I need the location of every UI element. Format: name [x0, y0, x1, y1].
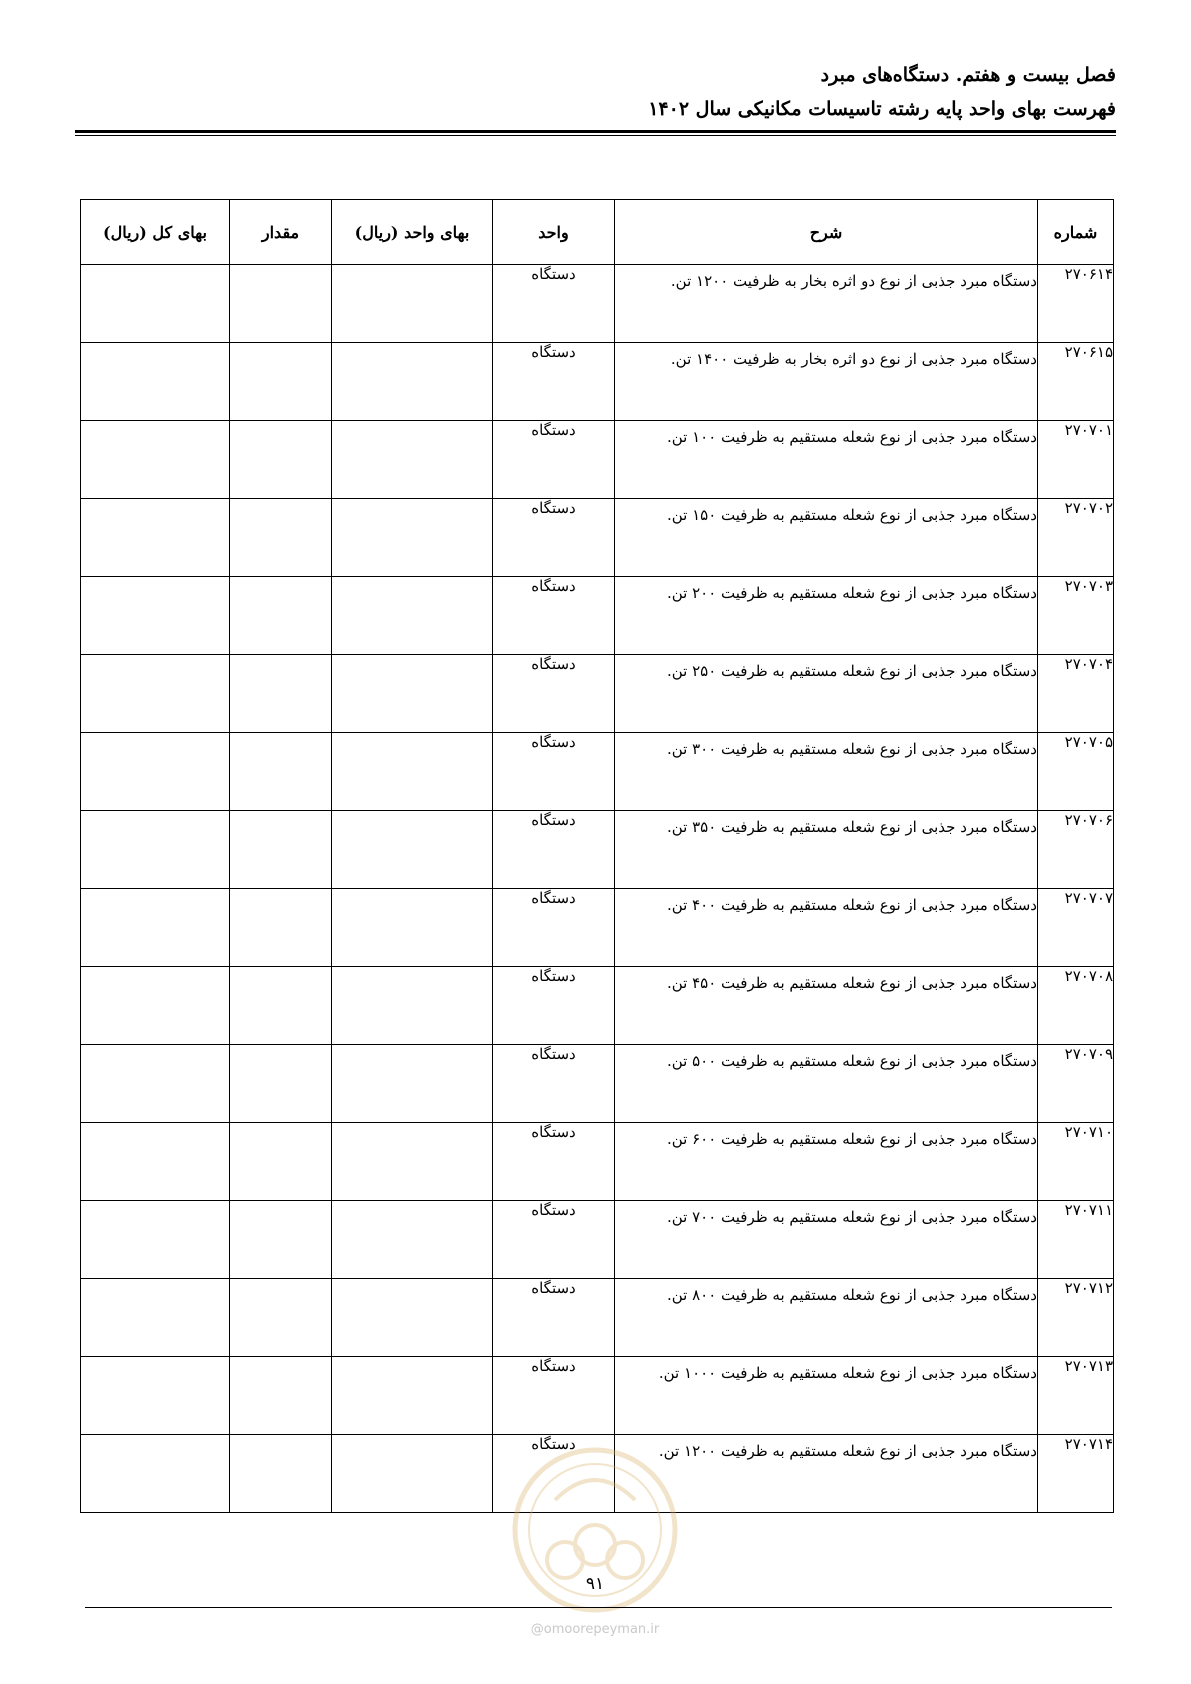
item-number-cell: ۲۷۰۶۱۴: [1038, 265, 1114, 343]
item-description-cell: دستگاه مبرد جذبی از نوع دو اثره بخار به ظرفیت ۱۴۰۰ تن.: [615, 343, 1038, 421]
item-number-cell: ۲۷۰۷۰۸: [1038, 967, 1114, 1045]
table-row: [81, 1435, 1114, 1513]
page-header: [76, 58, 1116, 126]
item-total-price-cell: [81, 1123, 230, 1201]
item-total-price-cell: [81, 967, 230, 1045]
item-number-cell: ۲۷۰۷۱۴: [1038, 1435, 1114, 1513]
item-unit-price-cell: [332, 265, 493, 343]
item-total-price-cell: [81, 889, 230, 967]
item-description-cell: دستگاه مبرد جذبی از نوع شعله مستقیم به ظرفیت ۱۵۰ تن.: [615, 499, 1038, 577]
item-description-cell: دستگاه مبرد جذبی از نوع شعله مستقیم به ظرفیت ۲۰۰ تن.: [615, 577, 1038, 655]
table-row: [81, 343, 1114, 421]
item-number-cell: ۲۷۰۷۰۹: [1038, 1045, 1114, 1123]
item-description-cell: دستگاه مبرد جذبی از نوع شعله مستقیم به ظرفیت ۱۰۰۰ تن.: [615, 1357, 1038, 1435]
table-header-row: [81, 200, 1114, 265]
table-row: [81, 811, 1114, 889]
item-description-cell: دستگاه مبرد جذبی از نوع شعله مستقیم به ظرفیت ۸۰۰ تن.: [615, 1279, 1038, 1357]
item-quantity-cell: [230, 655, 332, 733]
table-body: [81, 265, 1114, 1513]
footer-divider: [85, 1607, 1112, 1608]
item-description-cell: دستگاه مبرد جذبی از نوع شعله مستقیم به ظرفیت ۵۰۰ تن.: [615, 1045, 1038, 1123]
item-unit-cell: دستگاه: [493, 421, 615, 499]
item-unit-cell: دستگاه: [493, 265, 615, 343]
item-unit-cell: دستگاه: [493, 733, 615, 811]
item-number-cell: ۲۷۰۷۱۳: [1038, 1357, 1114, 1435]
item-unit-cell: دستگاه: [493, 1201, 615, 1279]
table-row: [81, 1123, 1114, 1201]
item-description-cell: دستگاه مبرد جذبی از نوع شعله مستقیم به ظرفیت ۳۵۰ تن.: [615, 811, 1038, 889]
item-total-price-cell: [81, 733, 230, 811]
item-number-cell: ۲۷۰۷۱۲: [1038, 1279, 1114, 1357]
item-description-cell: دستگاه مبرد جذبی از نوع شعله مستقیم به ظرفیت ۳۰۰ تن.: [615, 733, 1038, 811]
watermark-url: @omoorepeyman.ir: [530, 1622, 660, 1637]
item-description-cell: دستگاه مبرد جذبی از نوع شعله مستقیم به ظرفیت ۷۰۰ تن.: [615, 1201, 1038, 1279]
item-description-cell: دستگاه مبرد جذبی از نوع شعله مستقیم به ظرفیت ۶۰۰ تن.: [615, 1123, 1038, 1201]
item-description-cell: دستگاه مبرد جذبی از نوع شعله مستقیم به ظرفیت ۴۵۰ تن.: [615, 967, 1038, 1045]
item-quantity-cell: [230, 967, 332, 1045]
table-row: [81, 733, 1114, 811]
item-number-cell: ۲۷۰۶۱۵: [1038, 343, 1114, 421]
item-description-cell: دستگاه مبرد جذبی از نوع شعله مستقیم به ظرفیت ۲۵۰ تن.: [615, 655, 1038, 733]
item-quantity-cell: [230, 1045, 332, 1123]
item-unit-price-cell: [332, 421, 493, 499]
item-total-price-cell: [81, 811, 230, 889]
table-row: [81, 1201, 1114, 1279]
item-quantity-cell: [230, 499, 332, 577]
item-unit-price-cell: [332, 733, 493, 811]
column-header-total-price: بهای کل (ریال): [81, 200, 230, 265]
item-total-price-cell: [81, 499, 230, 577]
chapter-title: فصل بیست و هفتم. دستگاه‌های مبرد: [820, 64, 1116, 86]
table-row: [81, 265, 1114, 343]
column-header-number: شماره: [1038, 200, 1114, 265]
item-unit-cell: دستگاه: [493, 577, 615, 655]
item-number-cell: ۲۷۰۷۱۰: [1038, 1123, 1114, 1201]
table-row: [81, 1357, 1114, 1435]
item-description-cell: دستگاه مبرد جذبی از نوع دو اثره بخار به ظرفیت ۱۲۰۰ تن.: [615, 265, 1038, 343]
item-unit-cell: دستگاه: [493, 1123, 615, 1201]
item-unit-cell: دستگاه: [493, 889, 615, 967]
header-divider-thin: [75, 135, 1116, 136]
item-unit-cell: دستگاه: [493, 499, 615, 577]
item-number-cell: ۲۷۰۷۰۵: [1038, 733, 1114, 811]
column-header-unit-price: بهای واحد (ریال): [332, 200, 493, 265]
table-row: [81, 499, 1114, 577]
table-row: [81, 1045, 1114, 1123]
item-unit-price-cell: [332, 1045, 493, 1123]
item-unit-cell: دستگاه: [493, 1357, 615, 1435]
table-row: [81, 967, 1114, 1045]
column-header-unit: واحد: [493, 200, 615, 265]
item-number-cell: ۲۷۰۷۰۲: [1038, 499, 1114, 577]
item-total-price-cell: [81, 1357, 230, 1435]
item-quantity-cell: [230, 1435, 332, 1513]
table-row: [81, 1279, 1114, 1357]
item-number-cell: ۲۷۰۷۱۱: [1038, 1201, 1114, 1279]
item-number-cell: ۲۷۰۷۰۶: [1038, 811, 1114, 889]
item-total-price-cell: [81, 1045, 230, 1123]
item-unit-price-cell: [332, 1357, 493, 1435]
table-row: [81, 655, 1114, 733]
item-quantity-cell: [230, 733, 332, 811]
table-row: [81, 889, 1114, 967]
item-unit-price-cell: [332, 1201, 493, 1279]
item-total-price-cell: [81, 1435, 230, 1513]
header-divider-thick: [75, 130, 1116, 133]
item-quantity-cell: [230, 421, 332, 499]
item-unit-price-cell: [332, 889, 493, 967]
item-unit-cell: دستگاه: [493, 655, 615, 733]
item-description-cell: دستگاه مبرد جذبی از نوع شعله مستقیم به ظرفیت ۱۰۰ تن.: [615, 421, 1038, 499]
item-unit-cell: دستگاه: [493, 1045, 615, 1123]
item-quantity-cell: [230, 1357, 332, 1435]
item-total-price-cell: [81, 577, 230, 655]
column-header-description: شرح: [615, 200, 1038, 265]
item-total-price-cell: [81, 265, 230, 343]
item-total-price-cell: [81, 1279, 230, 1357]
column-header-quantity: مقدار: [230, 200, 332, 265]
table-row: [81, 577, 1114, 655]
item-unit-price-cell: [332, 577, 493, 655]
item-unit-price-cell: [332, 655, 493, 733]
item-unit-price-cell: [332, 343, 493, 421]
item-total-price-cell: [81, 421, 230, 499]
item-unit-cell: دستگاه: [493, 1435, 615, 1513]
item-total-price-cell: [81, 655, 230, 733]
item-quantity-cell: [230, 1279, 332, 1357]
item-unit-price-cell: [332, 811, 493, 889]
item-unit-price-cell: [332, 499, 493, 577]
item-number-cell: ۲۷۰۷۰۷: [1038, 889, 1114, 967]
item-quantity-cell: [230, 889, 332, 967]
item-unit-cell: دستگاه: [493, 811, 615, 889]
item-unit-cell: دستگاه: [493, 1279, 615, 1357]
page-number: ۹۱: [585, 1574, 605, 1594]
item-unit-cell: دستگاه: [493, 967, 615, 1045]
price-list-table: [80, 199, 1114, 1513]
item-quantity-cell: [230, 1123, 332, 1201]
item-number-cell: ۲۷۰۷۰۱: [1038, 421, 1114, 499]
item-total-price-cell: [81, 343, 230, 421]
item-quantity-cell: [230, 1201, 332, 1279]
item-unit-price-cell: [332, 1279, 493, 1357]
item-total-price-cell: [81, 1201, 230, 1279]
item-quantity-cell: [230, 811, 332, 889]
item-unit-price-cell: [332, 1435, 493, 1513]
item-quantity-cell: [230, 343, 332, 421]
item-unit-price-cell: [332, 967, 493, 1045]
item-number-cell: ۲۷۰۷۰۳: [1038, 577, 1114, 655]
table-row: [81, 421, 1114, 499]
item-quantity-cell: [230, 265, 332, 343]
item-unit-cell: دستگاه: [493, 343, 615, 421]
item-quantity-cell: [230, 577, 332, 655]
item-unit-price-cell: [332, 1123, 493, 1201]
item-description-cell: دستگاه مبرد جذبی از نوع شعله مستقیم به ظرفیت ۴۰۰ تن.: [615, 889, 1038, 967]
item-number-cell: ۲۷۰۷۰۴: [1038, 655, 1114, 733]
item-description-cell: دستگاه مبرد جذبی از نوع شعله مستقیم به ظرفیت ۱۲۰۰ تن.: [615, 1435, 1038, 1513]
document-subtitle: فهرست بهای واحد پایه رشته تاسیسات مکانیکی سال ۱۴۰۲: [648, 98, 1116, 120]
